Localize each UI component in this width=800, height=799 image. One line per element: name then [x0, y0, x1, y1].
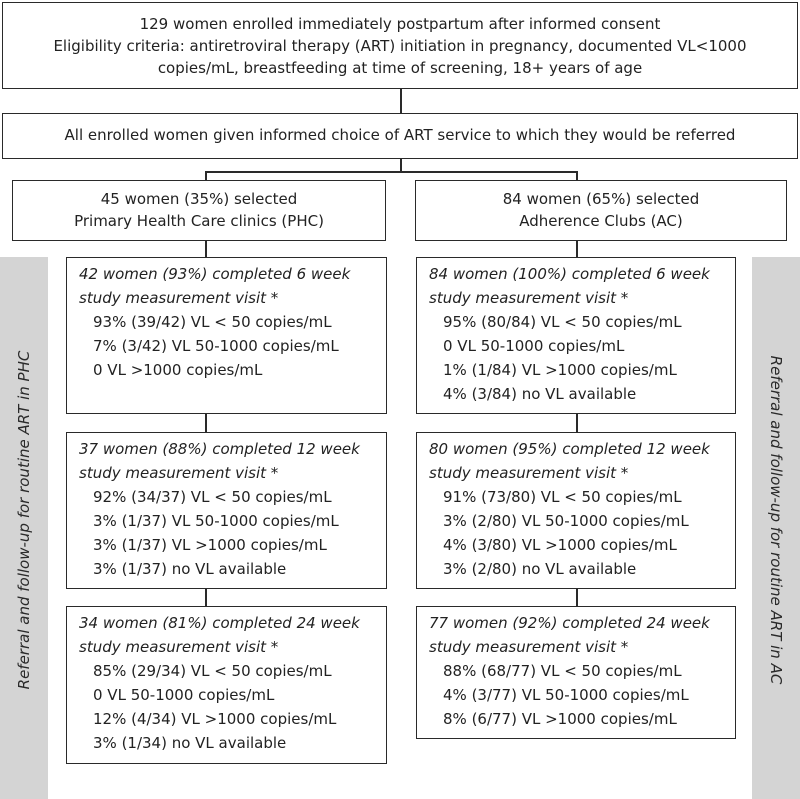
- choice-box: [2, 113, 798, 159]
- ac-week6-head-1: 84 women (100%) completed 6 week: [429, 265, 710, 283]
- phc-week6-head-2: study measurement visit *: [79, 289, 279, 307]
- phc-header-line-2: Primary Health Care clinics (PHC): [74, 212, 324, 230]
- ac-week6-item: 1% (1/84) VL >1000 copies/mL: [443, 361, 677, 379]
- ac-week24-item: 8% (6/77) VL >1000 copies/mL: [443, 710, 677, 728]
- phc-week12-head-2: study measurement visit *: [79, 464, 279, 482]
- connector-phc-w6-to-w12: [205, 413, 207, 432]
- phc-week6-item: 0 VL >1000 copies/mL: [93, 361, 263, 379]
- connector-ac-w12-to-w24: [576, 588, 578, 606]
- connector-phc-header-to-w6: [205, 240, 207, 257]
- phc-week12-box: [66, 432, 387, 589]
- phc-week24-item: 0 VL 50-1000 copies/mL: [93, 686, 275, 704]
- phc-week24-item: 12% (4/34) VL >1000 copies/mL: [93, 710, 337, 728]
- phc-week6-item: 93% (39/42) VL < 50 copies/mL: [93, 313, 332, 331]
- ac-week12-item: 91% (73/80) VL < 50 copies/mL: [443, 488, 682, 506]
- ac-week6-box: [416, 257, 736, 414]
- ac-week24-item: 4% (3/77) VL 50-1000 copies/mL: [443, 686, 689, 704]
- phc-week24-item: 85% (29/34) VL < 50 copies/mL: [93, 662, 332, 680]
- phc-week6-box: [66, 257, 387, 414]
- phc-header-box: [12, 180, 386, 241]
- connector-split-left: [205, 171, 207, 180]
- connector-split-horizontal: [205, 171, 577, 173]
- ac-week12-item: 4% (3/80) VL >1000 copies/mL: [443, 536, 677, 554]
- connector-phc-w12-to-w24: [205, 588, 207, 606]
- ac-week12-box: [416, 432, 736, 589]
- ac-week24-box: [416, 606, 736, 739]
- enrollment-line-2: Eligibility criteria: antiretroviral therapy (ART) initiation in pregnancy, documented VL<1000: [53, 37, 747, 55]
- ac-header-line-2: Adherence Clubs (AC): [519, 212, 683, 230]
- enrollment-box: [2, 2, 798, 89]
- phc-week24-box: [66, 606, 387, 764]
- phc-week6-item: 7% (3/42) VL 50-1000 copies/mL: [93, 337, 339, 355]
- ac-week12-item: 3% (2/80) VL 50-1000 copies/mL: [443, 512, 689, 530]
- ac-header-line-1: 84 women (65%) selected: [502, 190, 700, 208]
- ac-week12-head-2: study measurement visit *: [429, 464, 629, 482]
- ac-week12-head-1: 80 women (95%) completed 12 week: [429, 440, 710, 458]
- phc-week12-item: 3% (1/37) VL >1000 copies/mL: [93, 536, 327, 554]
- phc-header-line-1: 45 women (35%) selected: [100, 190, 298, 208]
- ac-week24-item: 88% (68/77) VL < 50 copies/mL: [443, 662, 682, 680]
- phc-week12-head-1: 37 women (88%) completed 12 week: [79, 440, 360, 458]
- enrollment-line-1: 129 women enrolled immediately postpartum after informed consent: [139, 15, 661, 33]
- connector-choice-to-split: [400, 158, 402, 172]
- phc-week24-item: 3% (1/34) no VL available: [93, 734, 287, 752]
- left-sidebar-label: Referral and follow-up for routine ART in PHC: [15, 350, 33, 690]
- connector-ac-header-to-w6: [576, 240, 578, 257]
- ac-header-box: [415, 180, 787, 241]
- connector-split-right: [576, 171, 578, 180]
- connector-top-to-choice: [400, 88, 402, 113]
- phc-week24-head-2: study measurement visit *: [79, 638, 279, 656]
- ac-week12-item: 3% (2/80) no VL available: [443, 560, 637, 578]
- phc-week12-item: 3% (1/37) no VL available: [93, 560, 287, 578]
- phc-week12-item: 3% (1/37) VL 50-1000 copies/mL: [93, 512, 339, 530]
- phc-week12-item: 92% (34/37) VL < 50 copies/mL: [93, 488, 332, 506]
- ac-week6-item: 4% (3/84) no VL available: [443, 385, 637, 403]
- connector-ac-w6-to-w12: [576, 413, 578, 432]
- ac-week24-head-1: 77 women (92%) completed 24 week: [429, 614, 710, 632]
- right-sidebar-label: Referral and follow-up for routine ART in AC: [767, 355, 785, 685]
- ac-week6-item: 0 VL 50-1000 copies/mL: [443, 337, 625, 355]
- enrollment-line-3: copies/mL, breastfeeding at time of screening, 18+ years of age: [157, 59, 643, 77]
- choice-text: All enrolled women given informed choice of ART service to which they would be referred: [64, 126, 736, 144]
- phc-week6-head-1: 42 women (93%) completed 6 week: [79, 265, 351, 283]
- ac-week6-item: 95% (80/84) VL < 50 copies/mL: [443, 313, 682, 331]
- ac-week6-head-2: study measurement visit *: [429, 289, 629, 307]
- phc-week24-head-1: 34 women (81%) completed 24 week: [79, 614, 360, 632]
- ac-week24-head-2: study measurement visit *: [429, 638, 629, 656]
